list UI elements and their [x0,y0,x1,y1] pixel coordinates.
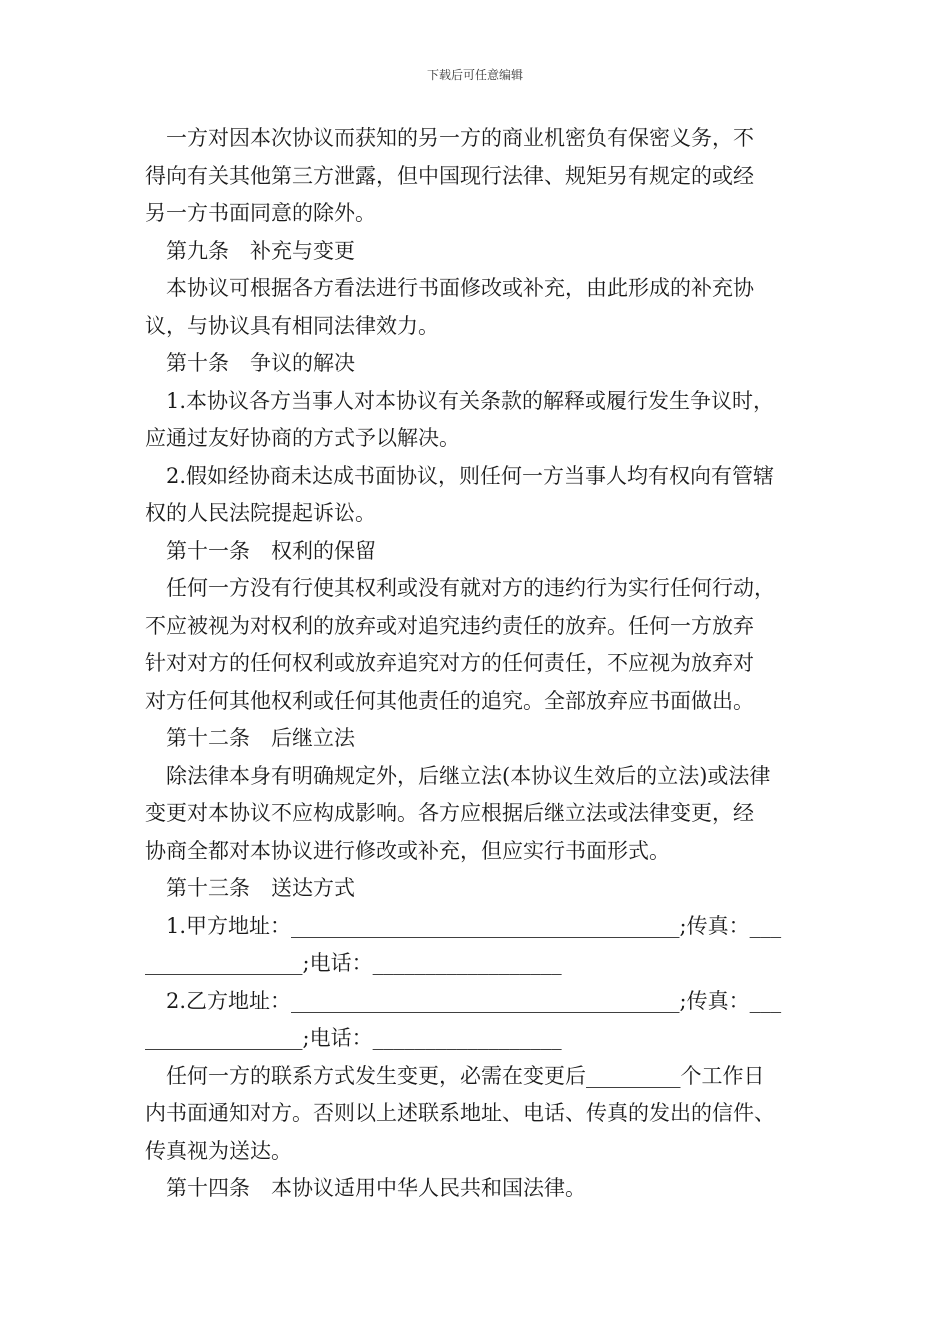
party-b-address-line: 2.乙方地址：_____________________________________;传真：___ [166,988,782,1013]
paragraph-line: 内书面通知对方。否则以上述联系地址、电话、传真的发出的信件、 [145,1101,775,1125]
section-heading: 第十四条 本协议适用中华人民共和国法律。 [166,1176,586,1200]
paragraph-line: 2.假如经协商未达成书面协议，则任何一方当事人均有权向有管辖 [166,463,775,488]
section-heading: 第十条 争议的解决 [166,351,355,375]
party-a-address-line: 1.甲方地址：_____________________________________;传真：___ [166,913,782,938]
document-body [145,120,815,1208]
paragraph-line: 针对对方的任何权利或放弃追究对方的任何责任，不应视为放弃对 [145,651,754,675]
paragraph-line: 一方对因本次协议而获知的另一方的商业机密负有保密义务，不 [166,126,754,150]
paragraph-line: 对方任何其他权利或任何其他责任的追究。全部放弃应书面做出。 [145,688,754,713]
party-b-phone-line: _______________;电话：__________________ [145,1026,562,1050]
section-heading: 第九条 补充与变更 [166,238,355,263]
paragraph-line: 得向有关其他第三方泄露，但中国现行法律、规矩另有规定的或经 [145,163,754,188]
paragraph-line: 任何一方的联系方式发生变更，必需在变更后_________个工作日 [166,1063,765,1088]
section-heading: 第十二条 后继立法 [166,726,355,750]
paragraph-line: 协商全都对本协议进行修改或补充，但应实行书面形式。 [145,838,670,863]
paragraph-line: 本协议可根据各方看法进行书面修改或补充，由此形成的补充协 [166,276,754,300]
party-a-phone-line: _______________;电话：__________________ [145,951,562,975]
section-heading: 第十三条 送达方式 [166,876,355,900]
paragraph-line: 不应被视为对权利的放弃或对追究违约责任的放弃。任何一方放弃 [145,613,754,638]
section-heading: 第十一条 权利的保留 [166,538,376,563]
paragraph-line: 议，与协议具有相同法律效力。 [145,313,439,338]
paragraph-line: 权的人民法院提起诉讼。 [145,501,376,525]
paragraph-line: 变更对本协议不应构成影响。各方应根据后继立法或法律变更，经 [145,801,754,825]
paragraph-line: 另一方书面同意的除外。 [145,201,376,225]
page-header: 下载后可任意编辑 [426,68,523,82]
paragraph-line: 1.本协议各方当事人对本协议有关条款的解释或履行发生争议时， [166,388,775,413]
paragraph-line: 除法律本身有明确规定外，后继立法(本协议生效后的立法)或法律 [166,763,771,788]
paragraph-line: 传真视为送达。 [145,1138,292,1163]
paragraph-line: 任何一方没有行使其权利或没有就对方的违约行为实行任何行动， [166,576,775,600]
paragraph-line: 应通过友好协商的方式予以解决。 [145,426,460,450]
